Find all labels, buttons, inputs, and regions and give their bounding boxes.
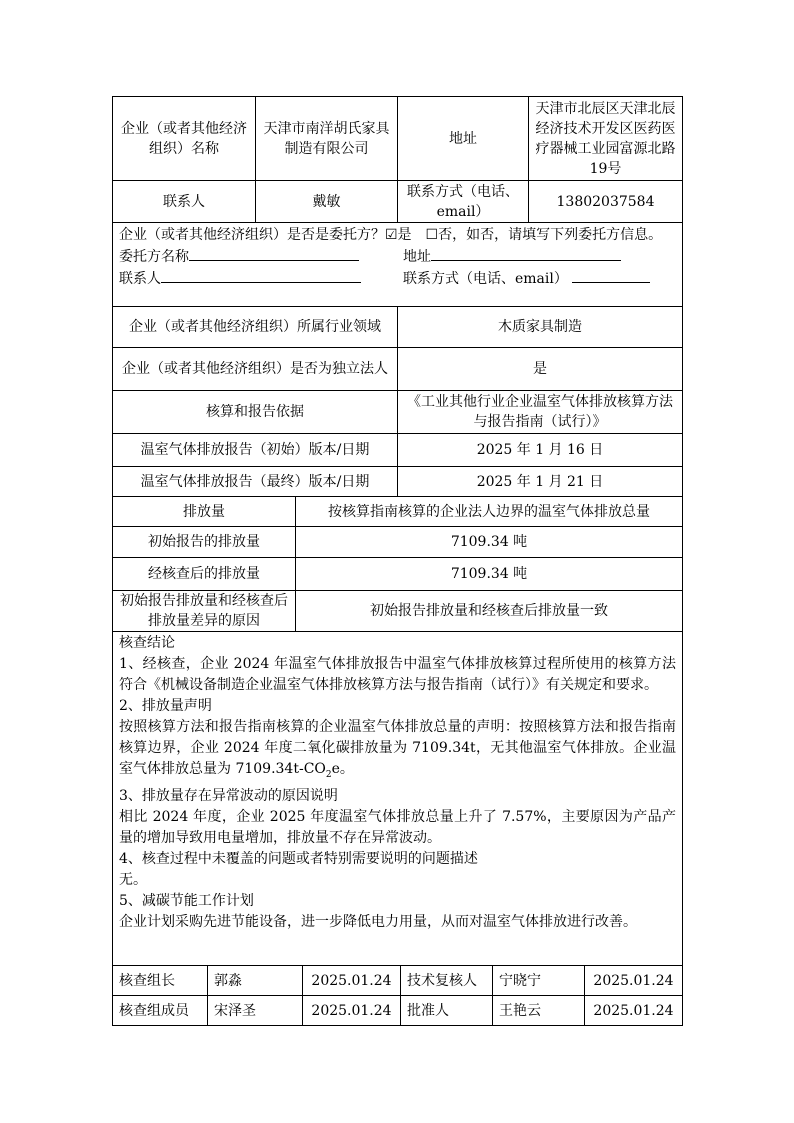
person-name: 王艳云 [493,996,585,1026]
sign-date: 2025.01.24 [303,966,401,996]
contact-row [113,181,683,223]
emission-row [113,497,683,527]
role-label: 核查组长 [113,966,208,996]
conclusion-h2: 2、排放量声明 [119,698,212,714]
emission-row [113,527,683,558]
company-value: 天津市南洋胡氏家具制造有限公司 [256,97,398,181]
phone-label: 联系方式（电话、email） [398,181,529,223]
role-label: 技术复核人 [401,966,493,996]
conclusion-block [113,631,683,966]
info-label: 温室气体排放报告（初始）版本/日期 [113,434,398,467]
entrust-contact-label: 联系人 [119,271,161,287]
emission-label: 初始报告的排放量 [113,527,296,558]
company-label: 企业（或者其他经济组织）名称 [113,97,256,181]
emission-value: 初始报告排放量和经核查后排放量一致 [296,591,683,632]
entrust-name-blank [189,246,359,261]
emission-value: 7109.34 吨 [296,527,683,558]
sign-date: 2025.01.24 [585,966,683,996]
conclusion-p2-end: e。 [331,761,354,777]
signoff-row [113,966,683,996]
person-name: 宁晓宁 [493,966,585,996]
emission-label: 排放量 [113,497,296,527]
address-label: 地址 [398,97,529,181]
info-value: 2025 年 1 月 16 日 [398,434,683,467]
emission-row [113,558,683,591]
emission-label: 初始报告排放量和经核查后排放量差异的原因 [113,591,296,632]
contact-value: 戴敏 [256,181,398,223]
info-row [113,391,683,434]
conclusion-p2 [119,717,676,786]
entrust-address-label: 地址 [403,249,431,265]
emission-value: 按核算指南核算的企业法人边界的温室气体排放总量 [296,497,683,527]
emission-label: 经核查后的排放量 [113,558,296,591]
conclusion-title: 核查结论 [119,635,175,651]
entrust-question: 企业（或者其他经济组织）是否是委托方？☑是 ☐否，如否，请填写下列委托方信息。 [119,227,663,243]
info-value: 2025 年 1 月 21 日 [398,467,683,497]
person-name: 郭淼 [208,966,303,996]
info-value: 《工业其他行业企业温室气体排放核算方法与报告指南（试行）》 [398,391,683,434]
info-row [113,434,683,467]
conclusion-h3: 3、排放量存在异常波动的原因说明 [119,787,338,804]
company-row [113,97,683,181]
conclusion-p4: 无。 [119,871,147,888]
info-row [113,348,683,391]
person-name: 宋泽圣 [208,996,303,1026]
contact-label: 联系人 [113,181,256,223]
role-label: 批准人 [401,996,493,1026]
entrust-phone-label: 联系方式（电话、email） [403,271,568,287]
info-value: 木质家具制造 [398,307,683,348]
info-label: 企业（或者其他经济组织）是否为独立法人 [113,348,398,391]
info-label: 温室气体排放报告（最终）版本/日期 [113,467,398,497]
signoff-row [113,996,683,1026]
entrust-name-label: 委托方名称 [119,249,189,265]
verification-table [112,96,683,1026]
info-value: 是 [398,348,683,391]
conclusion-h5: 5、减碳节能工作计划 [119,892,254,909]
conclusion-p2-subscript: 2 [325,769,332,780]
info-row [113,467,683,497]
conclusion-p2-text: 按照核算方法和报告指南核算的企业温室气体排放总量的声明：按照核算方法和报告指南核算边界，企业 2024 年度二氧化碳排放量为 7109.34t，无其他温室气体排放。企业温室气体排放总量为 7109.34t-CO [119,719,676,777]
sign-date: 2025.01.24 [585,996,683,1026]
conclusion-p3: 相比 2024 年度，企业 2025 年度温室气体排放总量上升了 7.57%，主要原因为产品产量的增加导致用电量增加，排放量不存在异常波动。 [119,808,676,846]
sign-date: 2025.01.24 [303,996,401,1026]
conclusion-p1: 1、经核查，企业 2024 年温室气体排放报告中温室气体排放核算过程所使用的核算方法符合《机械设备制造企业温室气体排放核算方法与报告指南（试行）》有关规定和要求。 [119,656,676,693]
info-row [113,307,683,348]
conclusion-h4: 4、核查过程中未覆盖的问题或者特别需要说明的问题描述 [119,850,478,867]
conclusion-p5: 企业计划采购先进节能设备，进一步降低电力用量，从而对温室气体排放进行改善。 [119,913,637,930]
entrust-address-blank [431,246,621,261]
emission-value: 7109.34 吨 [296,558,683,591]
entrust-block [113,223,683,307]
entrust-phone-blank [572,268,650,283]
info-label: 企业（或者其他经济组织）所属行业领域 [113,307,398,348]
phone-value: 13802037584 [529,181,683,223]
role-label: 核查组成员 [113,996,208,1026]
address-value: 天津市北辰区天津北辰经济技术开发区医药医疗器械工业园富源北路19号 [529,97,683,181]
emission-row [113,591,683,631]
info-label: 核算和报告依据 [113,391,398,434]
entrust-contact-blank [161,268,361,283]
